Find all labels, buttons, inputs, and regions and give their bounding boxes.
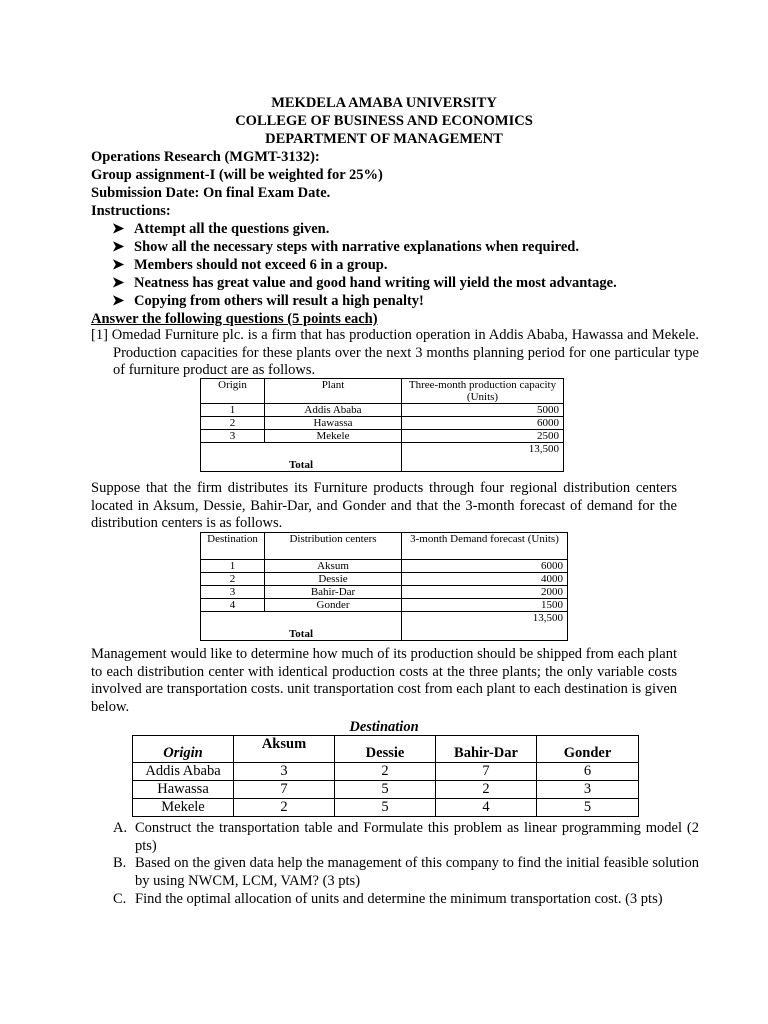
- question-part-a: A. Construct the transportation table and Formulate this problem as linear programming model (2 pts): [113, 820, 699, 854]
- answer-heading: Answer the following questions (5 points each): [91, 311, 378, 327]
- table-row: Addis Ababa 3 2 7 6: [133, 763, 639, 781]
- table-row: Mekele 2 5 4 5: [133, 799, 639, 817]
- question-1-intro: [1] Omedad Furniture plc. is a firm that has production operation in Addis Ababa, Hawassa and Mekele. Production capacities for these plants over the next 3 months planning period for one particular type of furniture product are as follows.: [91, 327, 699, 379]
- submission-date: Submission Date: On final Exam Date.: [91, 185, 331, 201]
- table-row: 4 Gonder 1500: [201, 599, 568, 612]
- university-name: MEKDELA AMABA UNIVERSITY: [271, 95, 497, 111]
- instruction-item: ➤ Show all the necessary steps with narrative explanations when required.: [112, 239, 579, 255]
- assignment-title: Group assignment-I (will be weighted for 25%): [91, 167, 383, 183]
- table-header-row: Destination Distribution centers 3-month Demand forecast (Units): [201, 533, 568, 560]
- table-row: 3 Mekele 2500: [201, 430, 564, 443]
- course-title: Operations Research (MGMT-3132):: [91, 149, 320, 165]
- transportation-cost-table: [132, 735, 639, 817]
- destination-label: Destination: [349, 719, 419, 735]
- table-row: 2 Hawassa 6000: [201, 417, 564, 430]
- table-total-row: Total 13,500: [201, 612, 568, 641]
- table-row: 1 Aksum 6000: [201, 560, 568, 573]
- table-row: 1 Addis Ababa 5000: [201, 404, 564, 417]
- arrow-bullet-icon: ➤: [112, 221, 125, 237]
- arrow-bullet-icon: ➤: [112, 293, 125, 309]
- question-part-c: C. Find the optimal allocation of units and determine the minimum transportation cost. (3 pts): [113, 891, 663, 907]
- instruction-item: ➤ Neatness has great value and good hand writing will yield the most advantage.: [112, 275, 617, 291]
- demand-forecast-table: [200, 532, 568, 641]
- table-row: 2 Dessie 4000: [201, 573, 568, 586]
- instruction-item: ➤ Members should not exceed 6 in a group.: [112, 257, 388, 273]
- instruction-item: ➤ Copying from others will result a high penalty!: [112, 293, 424, 309]
- management-paragraph: Management would like to determine how much of its production should be shipped from each plant to each distribution center with identical production costs at the three plants; the only variable costs involved are transportation costs. unit transportation cost from each plant to each destination is given below.: [91, 646, 677, 715]
- table-header-row: Origin Aksum Dessie Bahir-Dar Gonder: [133, 736, 639, 763]
- table-header-row: Origin Plant Three-month production capacity (Units): [201, 379, 564, 404]
- table-total-row: Total 13,500: [201, 443, 564, 472]
- instructions-label: Instructions:: [91, 203, 171, 219]
- college-name: COLLEGE OF BUSINESS AND ECONOMICS: [235, 113, 533, 129]
- arrow-bullet-icon: ➤: [112, 275, 125, 291]
- distribution-paragraph: Suppose that the firm distributes its Furniture products through four regional distribution centers located in Aksum, Dessie, Bahir-Dar, and Gonder and that the 3-month forecast of demand for the distribution centers is as follows.: [91, 480, 677, 532]
- department-name: DEPARTMENT OF MANAGEMENT: [265, 131, 503, 147]
- arrow-bullet-icon: ➤: [112, 257, 125, 273]
- question-part-b: B. Based on the given data help the management of this company to find the initial feasible solution by using NWCM, LCM, VAM? (3 pts): [113, 855, 699, 889]
- instruction-item: ➤ Attempt all the questions given.: [112, 221, 330, 237]
- table-row: Hawassa 7 5 2 3: [133, 781, 639, 799]
- table-row: 3 Bahir-Dar 2000: [201, 586, 568, 599]
- plants-capacity-table: [200, 378, 564, 472]
- arrow-bullet-icon: ➤: [112, 239, 125, 255]
